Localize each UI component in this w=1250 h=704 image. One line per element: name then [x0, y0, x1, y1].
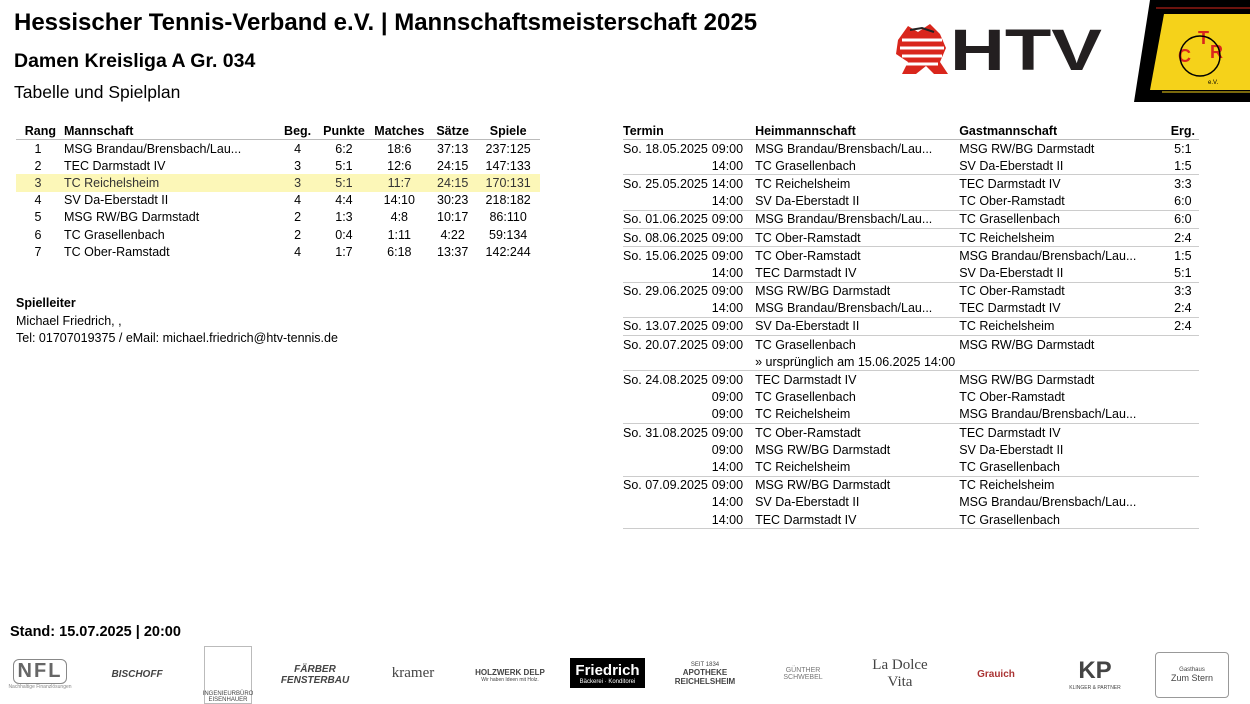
- points: 5:1: [335, 158, 353, 173]
- schedule-table: [623, 122, 1199, 529]
- schedule-row: [623, 264, 1199, 282]
- schedule-time: 14:00: [711, 459, 744, 474]
- matches: 4:8: [390, 210, 409, 225]
- rank: 2: [34, 158, 42, 173]
- schedule-home: MSG RW/BG Darmstadt: [755, 282, 959, 300]
- games: 170:131: [476, 174, 540, 191]
- schedule-date: [623, 264, 712, 282]
- schedule-home: TC Grasellenbach: [755, 336, 959, 354]
- schedule-time: 09:00: [712, 210, 755, 228]
- schedule-row: [623, 175, 1199, 193]
- stand-timestamp: Stand: 15.07.2025 | 20:00: [10, 624, 181, 640]
- schedule-time: 09:00: [712, 247, 755, 265]
- sets: 24:15: [429, 174, 476, 191]
- schedule-guest: TC Ober-Ramstadt: [959, 282, 1171, 300]
- schedule-guest: SV Da-Eberstadt II: [959, 265, 1064, 280]
- schedule-guest: MSG RW/BG Darmstadt: [959, 371, 1171, 389]
- played: 2: [294, 227, 302, 242]
- schedule-home: TC Reichelsheim: [755, 459, 851, 474]
- schedule-row: [623, 140, 1199, 158]
- schedule-date: So. 08.06.2025: [623, 228, 712, 246]
- schedule-date: [623, 193, 712, 211]
- schedule-time: 09:00: [712, 336, 755, 354]
- schedule-home: MSG RW/BG Darmstadt: [755, 442, 891, 457]
- schedule-home: SV Da-Eberstadt II: [755, 317, 959, 335]
- points: 6:2: [335, 141, 353, 156]
- matches: 18:6: [387, 141, 412, 156]
- sponsor-zumstern-logo: Gasthaus Zum Stern: [1155, 652, 1229, 698]
- spielleiter-block: [16, 295, 338, 348]
- schedule-date: So. 24.08.2025: [623, 371, 712, 389]
- schedule-home: MSG Brandau/Brensbach/Lau...: [755, 141, 933, 156]
- schedule-result: 3:3: [1171, 282, 1199, 300]
- col-beg: Beg.: [277, 122, 318, 140]
- schedule-result: [1171, 336, 1199, 354]
- schedule-result: [1171, 441, 1199, 458]
- schedule-row: [623, 282, 1199, 300]
- games: 86:110: [489, 210, 527, 225]
- sets: 13:37: [437, 244, 469, 259]
- tcr-ev: e.V.: [1208, 80, 1219, 86]
- schedule-date: So. 31.08.2025: [623, 424, 712, 442]
- schedule-time: 09:00: [711, 390, 744, 405]
- schedule-date: So. 01.06.2025: [623, 210, 712, 228]
- sets: 4:22: [440, 227, 465, 242]
- schedule-time: 09:00: [711, 141, 744, 156]
- col-termin: Termin: [623, 122, 755, 140]
- games: 59:134: [489, 227, 528, 242]
- schedule-date: [623, 494, 712, 511]
- schedule-note: » ursprünglich am 15.06.2025 14:00: [755, 354, 956, 369]
- section-title: Tabelle und Spielplan: [14, 82, 181, 102]
- schedule-result: 1:5: [1171, 247, 1199, 265]
- points: 1:3: [335, 210, 353, 225]
- sponsor-dolcevita-logo: La Dolce Vita: [872, 657, 928, 690]
- matches: 1:11: [387, 227, 412, 242]
- schedule-result: 5:1: [1174, 141, 1192, 156]
- games: 142:244: [485, 244, 531, 259]
- schedule-date: [623, 389, 712, 406]
- standings-row-highlighted: [16, 174, 540, 191]
- schedule-body: [623, 140, 1199, 529]
- col-saetze: Sätze: [429, 122, 476, 140]
- points: 4:4: [335, 193, 353, 208]
- schedule-result: [1171, 424, 1199, 442]
- played: 3: [277, 174, 318, 191]
- schedule-result: [1171, 458, 1199, 476]
- schedule-result: 6:0: [1171, 210, 1199, 228]
- games: 218:182: [485, 193, 531, 208]
- played: 2: [294, 210, 302, 225]
- schedule-result: [1171, 494, 1199, 511]
- schedule-result: 2:4: [1171, 317, 1199, 335]
- schedule-result: [1171, 371, 1199, 389]
- schedule-row: [623, 371, 1199, 389]
- schedule-row: [623, 193, 1199, 211]
- sets: 24:15: [437, 158, 469, 173]
- schedule-date: [623, 157, 712, 175]
- league-title: Damen Kreisliga A Gr. 034: [14, 50, 256, 72]
- team-name: TC Grasellenbach: [64, 227, 165, 242]
- team-name: MSG RW/BG Darmstadt: [64, 210, 200, 225]
- col-punkte: Punkte: [318, 122, 369, 140]
- schedule-home: TC Ober-Ramstadt: [755, 247, 959, 265]
- col-gast: Gastmannschaft: [959, 122, 1171, 140]
- played: 4: [294, 141, 302, 156]
- sponsor-schwebel-logo: GÜNTHER SCHWEBEL: [783, 667, 823, 681]
- schedule-home: TEC Darmstadt IV: [755, 371, 959, 389]
- schedule-row: [623, 476, 1199, 494]
- schedule-home: TC Grasellenbach: [755, 158, 856, 173]
- schedule-home: MSG RW/BG Darmstadt: [755, 476, 959, 494]
- sponsor-eisenhauer-logo: INGENIEURBÜRO EISENHAUER: [204, 646, 252, 704]
- played: 3: [294, 158, 302, 173]
- sponsor-apotheke-logo: SEIT 1834 APOTHEKE REICHELSHEIM: [674, 662, 736, 686]
- schedule-time: 14:00: [711, 265, 744, 280]
- schedule-result: 2:4: [1171, 228, 1199, 246]
- schedule-result: [1171, 406, 1199, 424]
- standings-header-row: [16, 122, 540, 140]
- schedule-time: 09:00: [712, 228, 755, 246]
- col-matches: Matches: [370, 122, 429, 140]
- standings-row: [16, 157, 540, 174]
- schedule-result: 5:1: [1174, 265, 1192, 280]
- standings-row: [16, 140, 540, 158]
- sets: 30:23: [437, 193, 469, 208]
- sets: 37:13: [437, 141, 469, 156]
- team-name: TEC Darmstadt IV: [64, 158, 166, 173]
- schedule-result: 2:4: [1174, 301, 1192, 316]
- schedule-date: So. 07.09.2025: [623, 476, 712, 494]
- sponsor-friedrich-logo: Friedrich Bäckerei · Konditorei: [570, 658, 645, 688]
- schedule-result: [1171, 389, 1199, 406]
- col-spiele: Spiele: [476, 122, 540, 140]
- spielleiter-name: Michael Friedrich, ,: [16, 313, 122, 328]
- schedule-guest: TC Reichelsheim: [959, 317, 1171, 335]
- tcr-letter-r: R: [1210, 42, 1223, 62]
- schedule-date: So. 29.06.2025: [623, 282, 712, 300]
- schedule-date: [623, 300, 712, 318]
- schedule-row: [623, 458, 1199, 476]
- schedule-home: TC Reichelsheim: [755, 407, 851, 422]
- schedule-time: 09:00: [712, 282, 755, 300]
- played: 4: [294, 193, 302, 208]
- matches: 14:10: [383, 193, 415, 208]
- sponsor-nfl-logo: NFL Nachhaltige Finanzlösungen: [8, 659, 72, 690]
- schedule-result: 6:0: [1174, 194, 1192, 209]
- tcr-letter-c: C: [1178, 46, 1191, 66]
- hessian-lion-icon: [896, 24, 948, 74]
- schedule-row: [623, 210, 1199, 228]
- htv-text: HTV: [950, 18, 1103, 82]
- schedule-time: 14:00: [711, 158, 744, 173]
- schedule-time: 09:00: [712, 424, 755, 442]
- schedule-row: [623, 511, 1199, 529]
- standings-row: [16, 243, 540, 260]
- played: 4: [294, 244, 302, 259]
- team-name: SV Da-Eberstadt II: [64, 193, 169, 208]
- schedule-guest: TC Grasellenbach: [959, 459, 1060, 474]
- games: 147:133: [485, 158, 531, 173]
- schedule-home: MSG Brandau/Brensbach/Lau...: [755, 301, 933, 316]
- sponsor-bischoff-logo: BISCHOFF: [111, 668, 163, 680]
- schedule-guest: TC Grasellenbach: [959, 511, 1171, 529]
- htv-logo: [890, 18, 1105, 82]
- schedule-guest: TC Ober-Ramstadt: [959, 390, 1065, 405]
- rank: 7: [34, 244, 42, 259]
- schedule-date: So. 25.05.2025: [623, 175, 712, 193]
- games: 237:125: [485, 141, 531, 156]
- schedule-guest: MSG Brandau/Brensbach/Lau...: [959, 407, 1137, 422]
- schedule-guest: MSG Brandau/Brensbach/Lau...: [959, 495, 1137, 510]
- matches: 11:7: [370, 174, 429, 191]
- schedule-time: 09:00: [712, 317, 755, 335]
- schedule-home: SV Da-Eberstadt II: [755, 194, 860, 209]
- schedule-guest: TC Reichelsheim: [959, 476, 1171, 494]
- schedule-row: [623, 389, 1199, 406]
- team-name: TC Ober-Ramstadt: [64, 244, 170, 259]
- col-rang: Rang: [16, 122, 60, 140]
- schedule-date: So. 13.07.2025: [623, 317, 712, 335]
- schedule-time: 14:00: [711, 495, 744, 510]
- schedule-time: 09:00: [712, 371, 755, 389]
- col-heim: Heimmannschaft: [755, 122, 959, 140]
- schedule-result: 3:3: [1171, 175, 1199, 193]
- schedule-row: [623, 494, 1199, 511]
- tcr-letter-t: T: [1198, 28, 1209, 48]
- schedule-note-row: [623, 353, 1199, 371]
- sponsor-kramer-logo: kramer: [391, 664, 435, 681]
- points: 1:7: [335, 244, 353, 259]
- points: 5:1: [318, 174, 369, 191]
- schedule-home: TC Ober-Ramstadt: [755, 424, 959, 442]
- schedule-time: 14:00: [712, 511, 755, 529]
- schedule-home: TC Reichelsheim: [755, 175, 959, 193]
- col-mannschaft: Mannschaft: [60, 122, 277, 140]
- standings-row: [16, 209, 540, 226]
- team-name: TC Reichelsheim: [60, 174, 277, 191]
- rank: 6: [34, 227, 42, 242]
- matches: 6:18: [387, 244, 412, 259]
- schedule-home: TEC Darmstadt IV: [755, 511, 959, 529]
- spielleiter-heading: Spielleiter: [16, 296, 76, 310]
- schedule-guest: TC Grasellenbach: [959, 210, 1171, 228]
- schedule-time: 14:00: [711, 301, 744, 316]
- schedule-result: [1171, 476, 1199, 494]
- standings-row: [16, 192, 540, 209]
- schedule-time: 09:00: [711, 407, 744, 422]
- schedule-row: [623, 228, 1199, 246]
- schedule-guest: TC Ober-Ramstadt: [959, 194, 1065, 209]
- matches: 12:6: [387, 158, 412, 173]
- schedule-home: MSG Brandau/Brensbach/Lau...: [755, 210, 959, 228]
- schedule-guest: SV Da-Eberstadt II: [959, 158, 1064, 173]
- schedule-guest: TEC Darmstadt IV: [959, 175, 1171, 193]
- schedule-home: TEC Darmstadt IV: [755, 265, 857, 280]
- rank: 4: [34, 193, 42, 208]
- schedule-result: [1171, 511, 1199, 529]
- tcr-logo: [1130, 0, 1250, 105]
- schedule-guest: SV Da-Eberstadt II: [959, 442, 1064, 457]
- schedule-date: [623, 458, 712, 476]
- schedule-row: [623, 424, 1199, 442]
- schedule-row: [623, 157, 1199, 175]
- col-ergebnis: Erg.: [1171, 122, 1199, 140]
- sponsor-delp-logo: HOLZWERK DELP Wir haben Ideen mit Holz.: [475, 667, 545, 683]
- schedule-row: [623, 317, 1199, 335]
- schedule-date: So. 15.06.2025: [623, 247, 712, 265]
- schedule-home: SV Da-Eberstadt II: [755, 495, 860, 510]
- standings-table: [16, 122, 540, 260]
- sets: 10:17: [437, 210, 469, 225]
- sponsor-klinger-logo: KP KLINGER & PARTNER: [1069, 657, 1121, 691]
- rank: 5: [34, 210, 42, 225]
- schedule-row: [623, 300, 1199, 318]
- schedule-row: [623, 441, 1199, 458]
- rank: 3: [16, 174, 60, 191]
- schedule-row: [623, 247, 1199, 265]
- schedule-guest: TEC Darmstadt IV: [959, 424, 1171, 442]
- sponsor-grauich-logo: Grauich: [977, 668, 1015, 680]
- schedule-result: 1:5: [1174, 158, 1192, 173]
- schedule-date: [623, 511, 712, 529]
- schedule-time: 09:00: [711, 442, 744, 457]
- schedule-home: TC Ober-Ramstadt: [755, 228, 959, 246]
- schedule-time: 14:00: [711, 194, 744, 209]
- schedule-guest: TC Reichelsheim: [959, 228, 1171, 246]
- schedule-date: So. 20.07.2025: [623, 336, 712, 354]
- spielleiter-contact: Tel: 01707019375 / eMail: michael.friedrich@htv-tennis.de: [16, 331, 338, 345]
- team-name: MSG Brandau/Brensbach/Lau...: [64, 141, 242, 156]
- schedule-date: So. 18.05.2025: [623, 141, 708, 156]
- schedule-guest: MSG Brandau/Brensbach/Lau...: [959, 247, 1171, 265]
- points: 0:4: [335, 227, 353, 242]
- schedule-header-row: [623, 122, 1199, 140]
- sponsor-faerber-logo: FÄRBER FENSTERBAU: [280, 664, 350, 686]
- schedule-home: TC Grasellenbach: [755, 390, 856, 405]
- standings-row: [16, 226, 540, 243]
- schedule-guest: MSG RW/BG Darmstadt: [959, 336, 1171, 354]
- schedule-guest: TEC Darmstadt IV: [959, 301, 1061, 316]
- schedule-time: 09:00: [712, 476, 755, 494]
- rank: 1: [34, 141, 42, 156]
- schedule-guest: MSG RW/BG Darmstadt: [959, 141, 1095, 156]
- schedule-row: [623, 336, 1199, 354]
- sponsor-strip: [0, 642, 1250, 703]
- schedule-date: [623, 406, 712, 424]
- schedule-time: 14:00: [712, 175, 755, 193]
- schedule-row: [623, 406, 1199, 424]
- page-title: Hessischer Tennis-Verband e.V. | Mannschaftsmeisterschaft 2025: [14, 9, 758, 36]
- schedule-date: [623, 441, 712, 458]
